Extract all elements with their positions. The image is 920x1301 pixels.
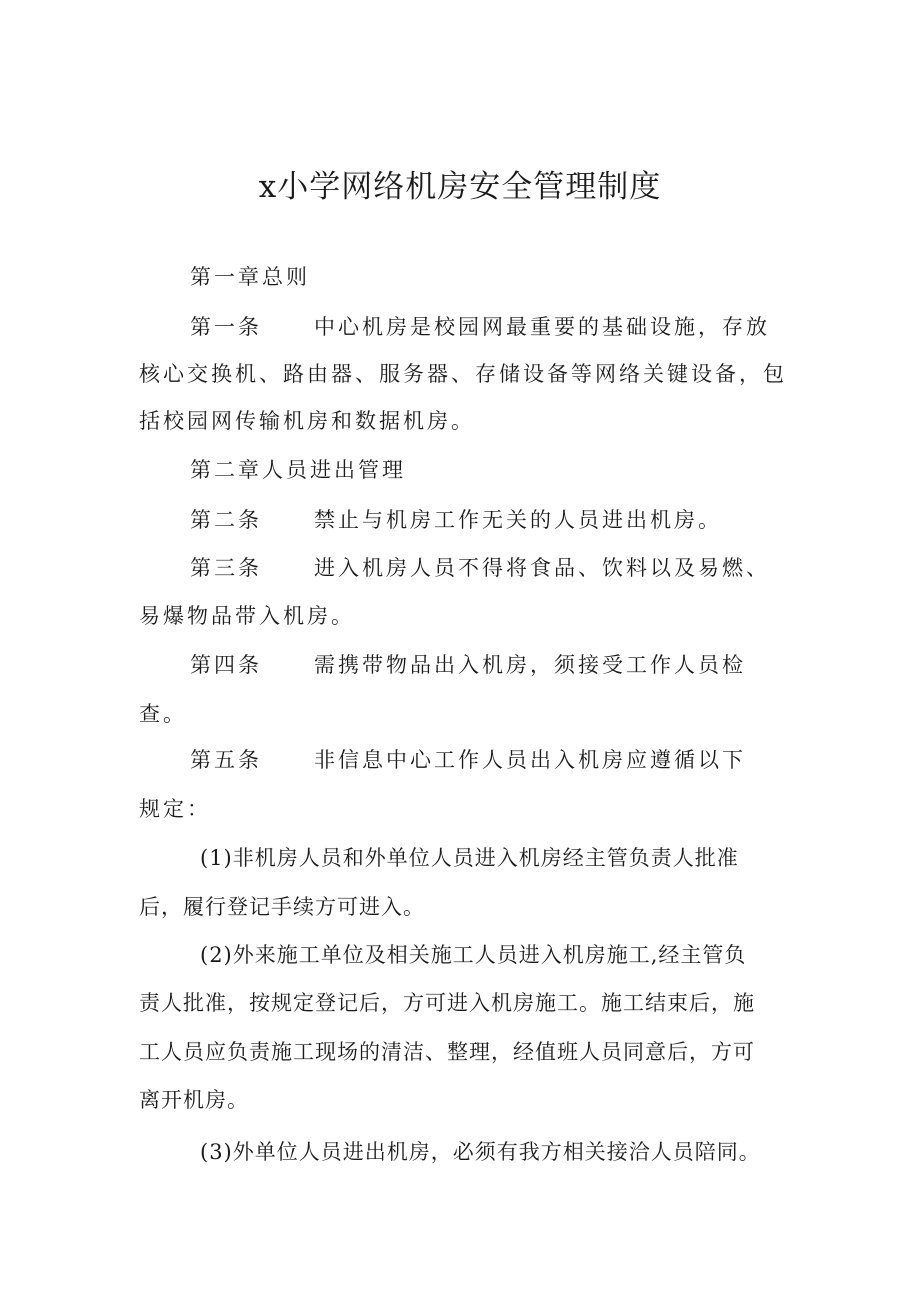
article-4-line-2: 查。 xyxy=(139,702,187,726)
item-1-line-2: 后，履行登记手续方可进入。 xyxy=(139,895,425,919)
item-2-line-2: 责人批准，按规定登记后，方可进入机房施工。施工结束后，施 xyxy=(139,991,755,1015)
article-label: 第四条 xyxy=(190,653,262,677)
item-1-line-1: (1)非机房人员和外单位人员进入机房经主管负责人批准 xyxy=(200,846,739,870)
article-label: 第五条 xyxy=(190,748,262,772)
article-label: 第三条 xyxy=(190,556,262,580)
article-3 xyxy=(190,553,770,583)
article-1-line-3: 括校园网传输机房和数据机房。 xyxy=(139,409,475,433)
article-4 xyxy=(190,650,746,680)
item-2-line-1: (2)外来施工单位及相关施工人员进入机房施工,经主管负 xyxy=(200,943,747,967)
chapter-heading: 第一章总则 xyxy=(190,265,310,289)
article-label: 第一条 xyxy=(190,315,262,339)
article-text: 中心机房是校园网最重要的基础设施，存放 xyxy=(314,315,770,339)
article-text: 禁止与机房工作无关的人员进出机房。 xyxy=(314,508,722,532)
item-3-line-1: (3)外单位人员进出机房，必须有我方相关接洽人员陪同。 xyxy=(200,1140,761,1164)
article-text: 非信息中心工作人员出入机房应遵循以下 xyxy=(314,748,746,772)
article-1 xyxy=(190,312,770,342)
chapter-heading: 第二章人员进出管理 xyxy=(190,458,406,482)
article-text: 需携带物品出入机房，须接受工作人员检 xyxy=(314,653,746,677)
item-2-line-3: 工人员应负责施工现场的清洁、整理，经值班人员同意后，方可 xyxy=(139,1040,755,1064)
article-1-line-2: 核心交换机、路由器、服务器、存储设备等网络关键设备，包 xyxy=(139,362,787,386)
article-text: 进入机房人员不得将食品、饮料以及易燃、 xyxy=(314,556,770,580)
article-3-line-2: 易爆物品带入机房。 xyxy=(139,604,355,628)
article-5 xyxy=(190,745,746,775)
article-label: 第二条 xyxy=(190,508,262,532)
article-2 xyxy=(190,505,722,535)
document-title: x小学网络机房安全管理制度 xyxy=(258,169,662,205)
article-5-line-2: 规定： xyxy=(139,797,211,821)
item-2-line-4: 离开机房。 xyxy=(139,1088,249,1112)
